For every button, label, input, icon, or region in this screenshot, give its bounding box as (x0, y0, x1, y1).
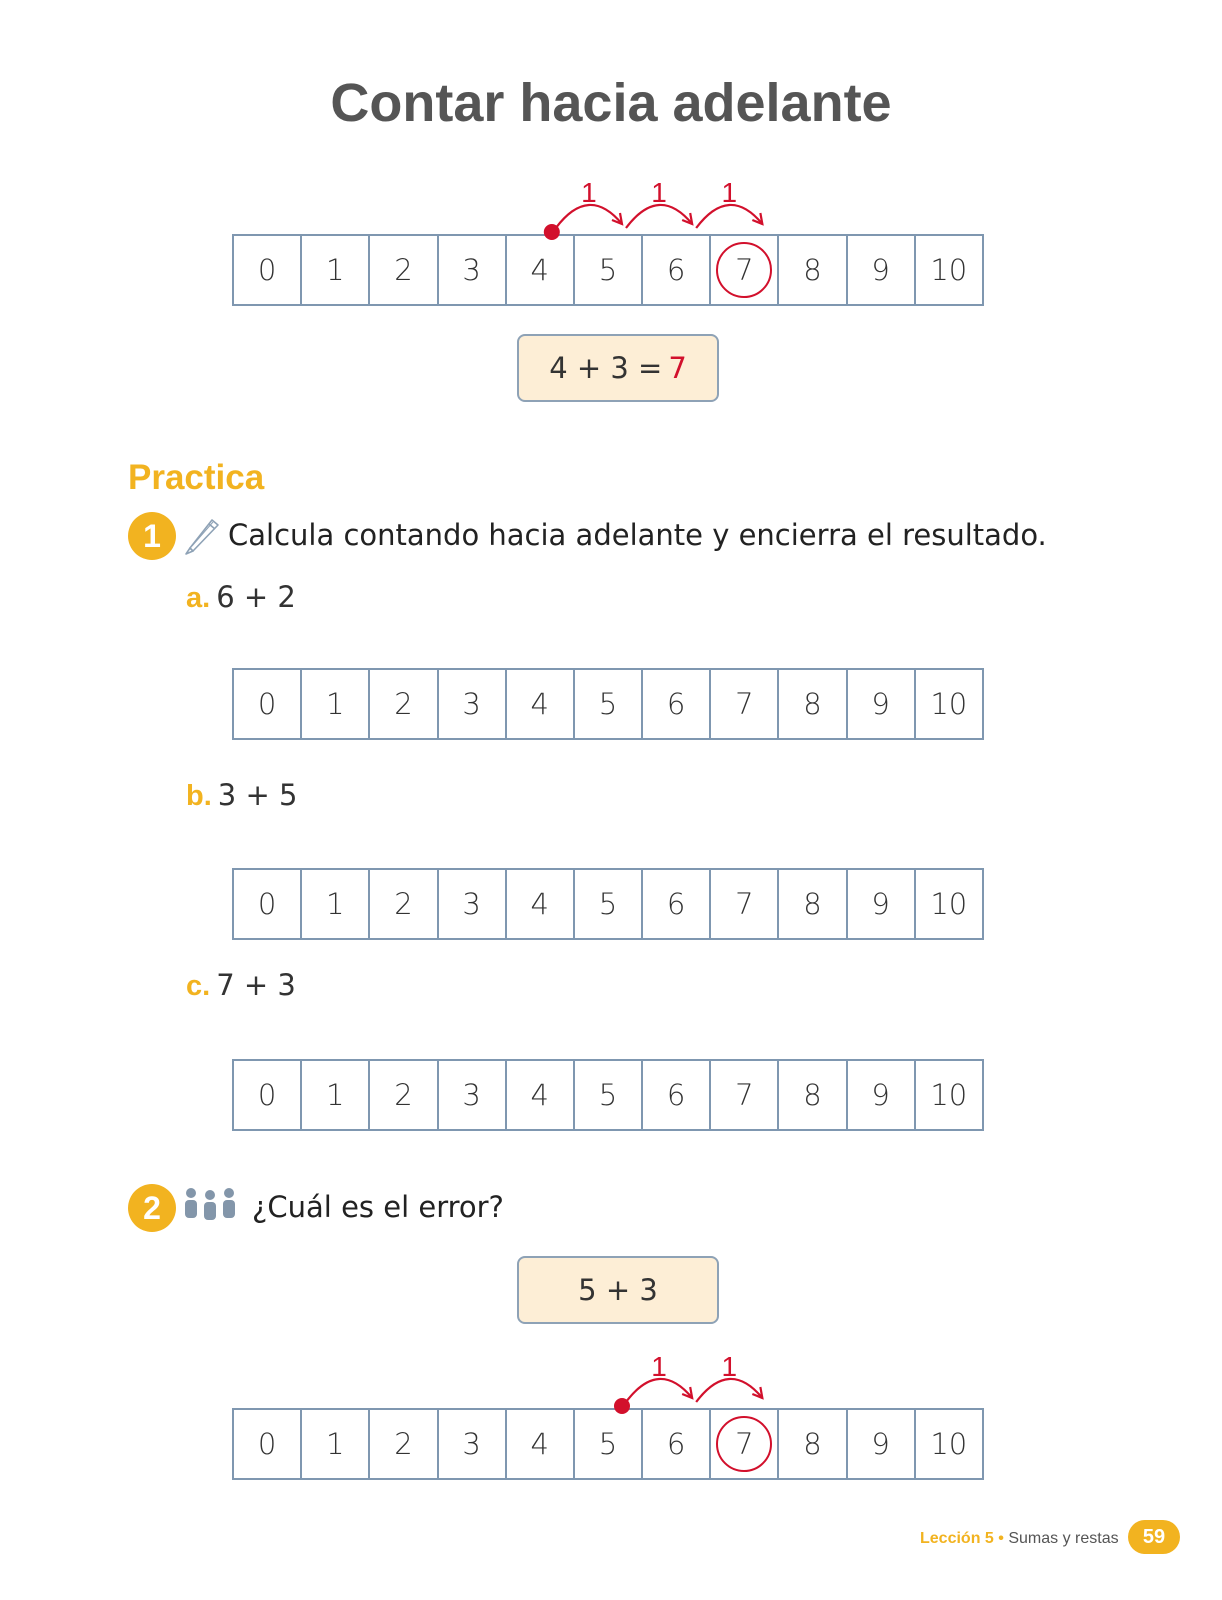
number-cell (846, 668, 916, 740)
number-label: 1 (326, 1427, 345, 1461)
number-cell (573, 1059, 643, 1131)
number-label: 5 (598, 253, 618, 287)
number-cell (368, 234, 438, 306)
number-label: 4 (530, 253, 549, 287)
hop-arrow (626, 1379, 692, 1402)
number-cell (437, 868, 507, 940)
number-label: 0 (257, 253, 277, 287)
number-label: 2 (394, 253, 413, 287)
number-cell (846, 868, 916, 940)
footer-lesson: Lección 5 (920, 1530, 994, 1547)
number-cell (505, 234, 575, 306)
example-number-line (232, 234, 1004, 306)
number-label: 7 (735, 253, 754, 287)
exercise-1a (186, 580, 296, 615)
number-cell (709, 234, 779, 306)
arrow-head (752, 213, 762, 224)
number-label: 1 (326, 687, 345, 721)
exercise-2-question: ¿Cuál es el error? (252, 1190, 504, 1224)
number-label: 8 (803, 253, 822, 287)
exercise-2-expression-box (517, 1256, 719, 1324)
arrow-head (682, 1387, 692, 1398)
number-label: 1 (326, 1078, 345, 1112)
number-label: 2 (394, 687, 413, 721)
number-cell (368, 868, 438, 940)
number-label: 5 (598, 1427, 618, 1461)
number-cell (573, 668, 643, 740)
number-cell (573, 1408, 643, 1480)
number-cell (914, 234, 984, 306)
number-cell (846, 1059, 916, 1131)
number-label: 10 (930, 1078, 968, 1112)
number-cell (437, 1059, 507, 1131)
number-cell (777, 234, 847, 306)
number-label: 10 (930, 887, 968, 921)
number-label: 8 (803, 1427, 822, 1461)
number-cell (368, 668, 438, 740)
number-label: 4 (530, 687, 549, 721)
number-cell (777, 1408, 847, 1480)
number-label: 7 (735, 687, 754, 721)
arrow-head (612, 213, 622, 224)
number-cell (777, 668, 847, 740)
hop-arrow (696, 1379, 762, 1402)
number-cell (709, 868, 779, 940)
page-title: Contar hacia adelante (330, 73, 892, 133)
number-cell (709, 668, 779, 740)
number-cell (437, 668, 507, 740)
number-label: 9 (871, 887, 890, 921)
number-label: 6 (666, 1427, 686, 1461)
number-label: 0 (257, 687, 277, 721)
number-cell (846, 1408, 916, 1480)
example-equation: 4 + 3 = (549, 351, 663, 385)
number-label: 7 (735, 1427, 754, 1461)
number-label: 6 (666, 887, 686, 921)
number-cell (505, 868, 575, 940)
number-cell (300, 234, 370, 306)
number-label: 5 (598, 1078, 618, 1112)
number-cell (777, 868, 847, 940)
number-cell (437, 234, 507, 306)
exercise-2-expression: 5 + 3 (578, 1273, 658, 1307)
hop-arrow (696, 205, 762, 228)
number-label: 9 (871, 1427, 890, 1461)
hop-arrow (556, 205, 622, 228)
number-label: 4 (530, 1427, 549, 1461)
hop-label: 1 (581, 177, 597, 208)
number-cell (573, 868, 643, 940)
number-cell (505, 1408, 575, 1480)
footer-separator: • (998, 1530, 1004, 1547)
hop-label: 1 (721, 177, 738, 208)
number-cell (914, 868, 984, 940)
number-label: 4 (530, 1078, 549, 1112)
number-label: 6 (666, 687, 686, 721)
number-cell (232, 1408, 302, 1480)
number-label: 3 (462, 253, 481, 287)
number-cell (641, 868, 711, 940)
number-cell (368, 1408, 438, 1480)
result-circle (716, 1416, 772, 1472)
number-label: 10 (930, 253, 968, 287)
number-cell (641, 1408, 711, 1480)
exercise-1-badge: 1 (128, 512, 176, 560)
number-cell (300, 868, 370, 940)
number-cell (232, 668, 302, 740)
number-label: 2 (394, 1427, 413, 1461)
number-cell (846, 234, 916, 306)
number-cell (437, 1408, 507, 1480)
example-equation-result: 7 (668, 351, 687, 385)
example-equation-box (517, 334, 719, 402)
number-label: 9 (871, 1078, 890, 1112)
number-label: 3 (462, 1427, 481, 1461)
number-label: 8 (803, 687, 822, 721)
number-label: 3 (462, 687, 481, 721)
number-label: 9 (871, 687, 890, 721)
arrow-head (752, 1387, 762, 1398)
exercise-2-badge: 2 (128, 1184, 176, 1232)
section-heading: Practica (128, 458, 265, 497)
number-cell (641, 1059, 711, 1131)
number-cell (300, 668, 370, 740)
group-icon (182, 1186, 238, 1222)
footer-topic: Sumas y restas (1008, 1530, 1119, 1547)
number-label: 2 (394, 887, 413, 921)
number-label: 7 (735, 887, 754, 921)
number-label: 4 (530, 887, 549, 921)
number-line-a (232, 668, 1004, 740)
number-cell (505, 668, 575, 740)
number-cell (573, 234, 643, 306)
number-label: 8 (803, 887, 822, 921)
exercise-2-number-line (232, 1408, 1004, 1480)
number-cell (641, 668, 711, 740)
number-label: 8 (803, 1078, 822, 1112)
number-label: 1 (326, 253, 345, 287)
number-label: 9 (871, 253, 890, 287)
number-label: 3 (462, 887, 481, 921)
number-cell (641, 234, 711, 306)
number-cell (777, 1059, 847, 1131)
number-cell (505, 1059, 575, 1131)
exercise-1-instruction: Calcula contando hacia adelante y encierra el resultado. (228, 518, 1047, 552)
number-cell (914, 1059, 984, 1131)
number-label: 7 (735, 1078, 754, 1112)
number-label: 0 (257, 1078, 277, 1112)
number-label: 5 (598, 687, 618, 721)
number-label: 1 (326, 887, 345, 921)
number-label: 6 (666, 1078, 686, 1112)
hop-label: 1 (721, 1351, 738, 1382)
number-line-c (232, 1059, 1004, 1131)
number-label: 2 (394, 1078, 413, 1112)
number-label: 3 (462, 1078, 481, 1112)
number-label: 0 (257, 1427, 277, 1461)
item-expression: 3 + 5 (217, 778, 298, 812)
item-expression: 7 + 3 (216, 968, 296, 1002)
number-cell (368, 1059, 438, 1131)
item-letter: a. (186, 582, 211, 614)
number-cell (232, 1059, 302, 1131)
number-cell (232, 234, 302, 306)
hop-label: 1 (651, 1351, 667, 1382)
number-cell (709, 1059, 779, 1131)
number-cell (232, 868, 302, 940)
pencil-icon (182, 514, 222, 556)
result-circle (716, 242, 772, 298)
number-cell (914, 668, 984, 740)
hop-label: 1 (651, 177, 667, 208)
number-label: 6 (666, 253, 686, 287)
item-letter: b. (186, 780, 212, 812)
exercise-1c (186, 968, 296, 1003)
page-footer (920, 1530, 1119, 1548)
number-cell (914, 1408, 984, 1480)
number-cell (300, 1059, 370, 1131)
number-cell (300, 1408, 370, 1480)
number-cell (709, 1408, 779, 1480)
number-label: 0 (257, 887, 277, 921)
number-label: 10 (930, 687, 968, 721)
item-letter: c. (186, 970, 211, 1002)
number-label: 10 (930, 1427, 968, 1461)
number-label: 5 (598, 887, 618, 921)
arrow-head (682, 213, 692, 224)
page-number: 59 (1128, 1520, 1180, 1554)
hop-arrow (626, 205, 692, 228)
number-line-b (232, 868, 1004, 940)
exercise-1b (186, 778, 297, 813)
item-expression: 6 + 2 (216, 580, 296, 614)
